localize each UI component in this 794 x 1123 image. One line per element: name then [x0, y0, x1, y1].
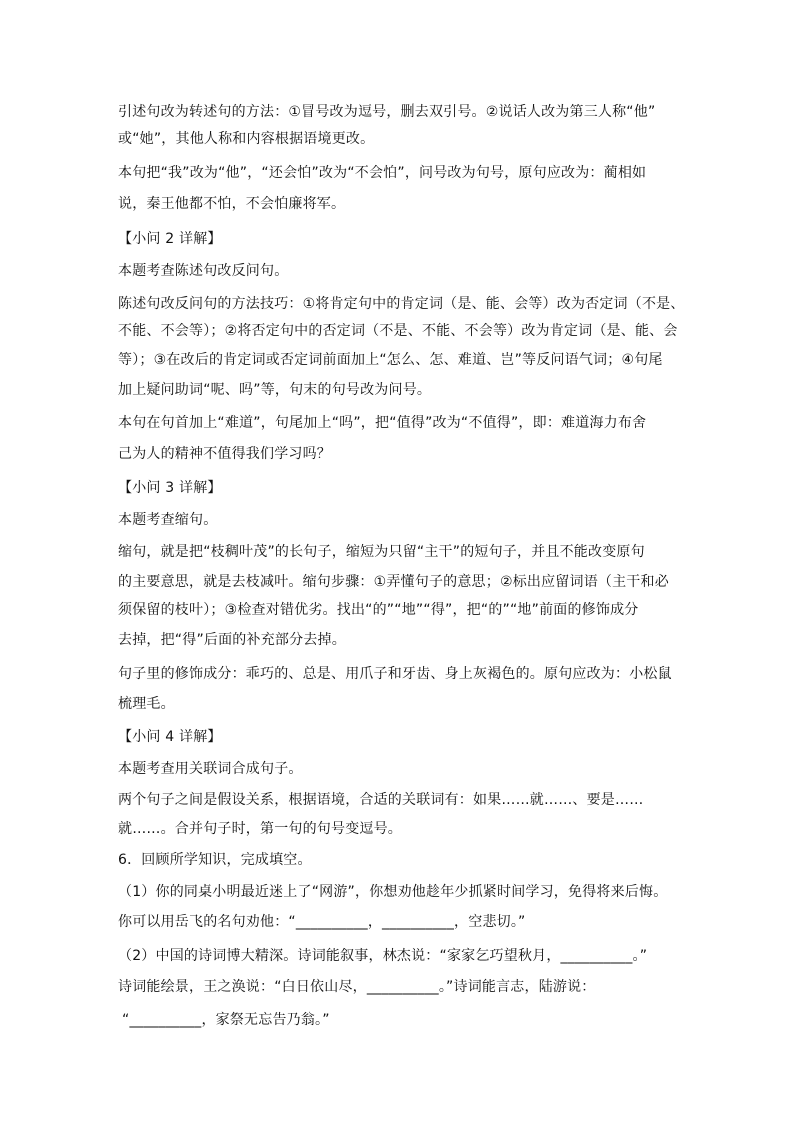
text-line: 本题考查陈述句改反问句。 — [118, 263, 289, 279]
text-line: 两个句子之间是假设关系，根据语境，合适的关联词有：如果……就……、要是…… — [118, 792, 644, 808]
section-heading: 【小问 4 详解】 — [118, 729, 222, 745]
text-line: 本题考查缩句。 — [118, 512, 218, 528]
section-heading: 【小问 2 详解】 — [118, 231, 222, 247]
text-line: 己为人的精神不值得我们学习吗？ — [118, 446, 331, 462]
text-line: 去掉，把“得”后面的补充部分去掉。 — [118, 632, 346, 648]
text-line: 缩句，就是把“枝稠叶茂”的长句子，缩短为只留“主干”的短句子，并且不能改变原句 — [118, 544, 645, 560]
text-line: 须保留的枝叶）；③检查对错优劣。找出“的”“地”“得”，把“的”“地”前面的修饰成分 — [118, 602, 639, 618]
text-line: 句子里的修饰成分：乖巧的、总是、用爪子和牙齿、身上灰褐色的。原句应改为：小松鼠 — [118, 666, 672, 682]
section-heading: 【小问 3 详解】 — [118, 480, 222, 496]
text-line: 陈述句改反问句的方法技巧：①将肯定句中的肯定词（是、能、会等）改为否定词（不是、 — [118, 296, 685, 312]
fill-blank-line: （2）中国的诗词博大精深。诗词能叙事，林杰说：“家家乞巧望秋月，__________。” — [118, 948, 648, 964]
text-line: 等）；③在改后的肯定词或否定词前面加上“怎么、怎、难道、岂”等反问语气词；④句尾 — [118, 352, 663, 368]
text-line: 的主要意思，就是去枝减叶。缩句步骤：①弄懂句子的意思；②标出应留词语（主干和必 — [118, 574, 669, 590]
question-heading: 6．回顾所学知识，完成填空。 — [118, 852, 312, 868]
fill-blank-line: 诗词能绘景，王之涣说：“白日依山尽，__________。”诗词能言志，陆游说： — [118, 979, 596, 995]
text-line: 引述句改为转述句的方法：①冒号改为逗号，删去双引号。②说话人改为第三人称“他” — [118, 104, 656, 120]
fill-blank-line: 你可以用岳飞的名句劝他：“__________，__________，空悲切。” — [118, 914, 526, 930]
text-line: 加上疑问助词“呢、吗”等，句末的句号改为问号。 — [118, 382, 432, 398]
text-line: 或“她”，其他人称和内容根据语境更改。 — [118, 131, 375, 147]
text-line: 就……。合并句子时，第一句的句号变逗号。 — [118, 821, 402, 837]
text-line: 本句把“我”改为“他”，“还会怕”改为“不会怕”，问号改为句号，原句应改为：蔺相如 — [118, 165, 647, 181]
text-line: 不能、不会等）；②将否定句中的否定词（不是、不能、不会等）改为肯定词（是、能、会 — [118, 323, 678, 339]
text-line: 说，秦王他都不怕，不会怕廉将军。 — [118, 196, 346, 212]
text-line: （1）你的同桌小明最近迷上了“网游”，你想劝他趁年少抓紧时间学习，免得将来后悔。 — [118, 884, 668, 900]
text-line: 梳理毛。 — [118, 696, 175, 712]
text-line: 本题考查用关联词合成句子。 — [118, 761, 303, 777]
fill-blank-line: “__________，家祭无忘告乃翁。” — [122, 1012, 330, 1028]
text-line: 本句在句首加上“难道”，句尾加上“吗”，把“值得”改为“不值得”，即：难道海力布舍 — [118, 415, 647, 431]
